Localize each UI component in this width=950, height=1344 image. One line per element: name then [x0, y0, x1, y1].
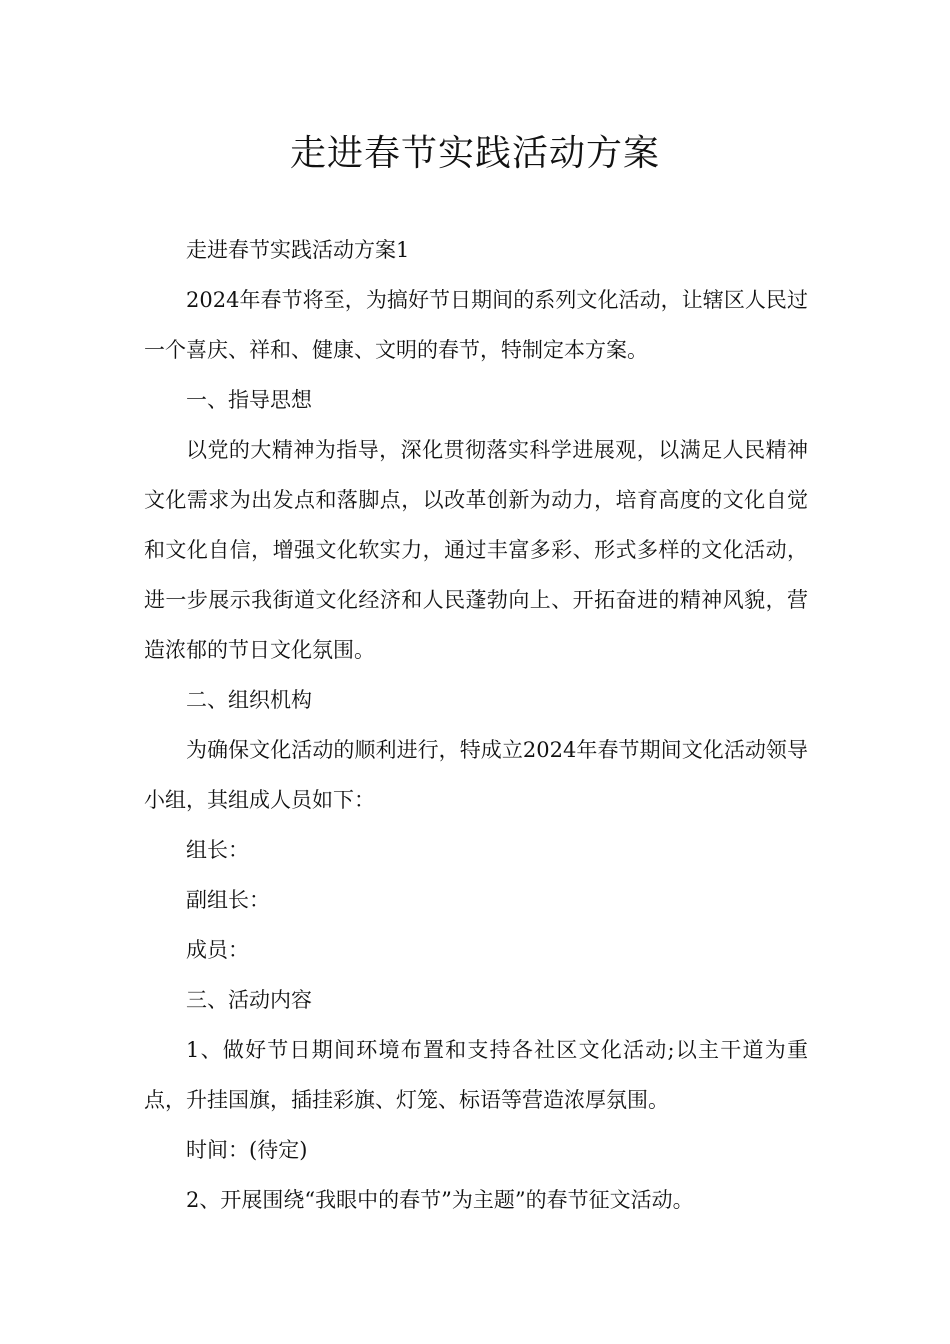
leader-line: 组长： — [186, 838, 249, 862]
section-heading-1: 走进春节实践活动方案1 — [186, 238, 410, 262]
activity-item-1: 1、做好节日期间环境布置和支持各社区文化活动;以主干道为重点，升挂国旗，插挂彩旗、灯笼、标语等营造浓厚氛围。 — [144, 1038, 808, 1112]
heading-organization: 二、组织机构 — [186, 688, 312, 712]
document-body — [144, 225, 808, 1225]
heading-activities: 三、活动内容 — [186, 988, 312, 1012]
organization-paragraph: 为确保文化活动的顺利进行，特成立2024年春节期间文化活动领导小组，其组成人员如下： — [144, 738, 808, 812]
document-title: 走进春节实践活动方案 — [289, 133, 660, 174]
guiding-ideology-paragraph: 以党的大精神为指导，深化贯彻落实科学进展观，以满足人民精神文化需求为出发点和落脚点，以改革创新为动力，培育高度的文化自觉和文化自信，增强文化软实力，通过丰富多彩、形式多样的文化活动，进一步展示我街道文化经济和人民蓬勃向上、开拓奋进的精神风貌，营造浓郁的节日文化氛围。 — [144, 438, 808, 662]
intro-paragraph: 2024年春节将至，为搞好节日期间的系列文化活动，让辖区人民过一个喜庆、祥和、健康、文明的春节，特制定本方案。 — [144, 288, 808, 362]
activity-time-line: 时间：(待定) — [186, 1138, 308, 1162]
deputy-leader-line: 副组长： — [186, 888, 270, 912]
activity-item-2: 2、开展围绕“我眼中的春节”为主题”的春节征文活动。 — [186, 1188, 694, 1212]
members-line: 成员： — [186, 938, 249, 962]
heading-guiding-ideology: 一、指导思想 — [186, 388, 312, 412]
